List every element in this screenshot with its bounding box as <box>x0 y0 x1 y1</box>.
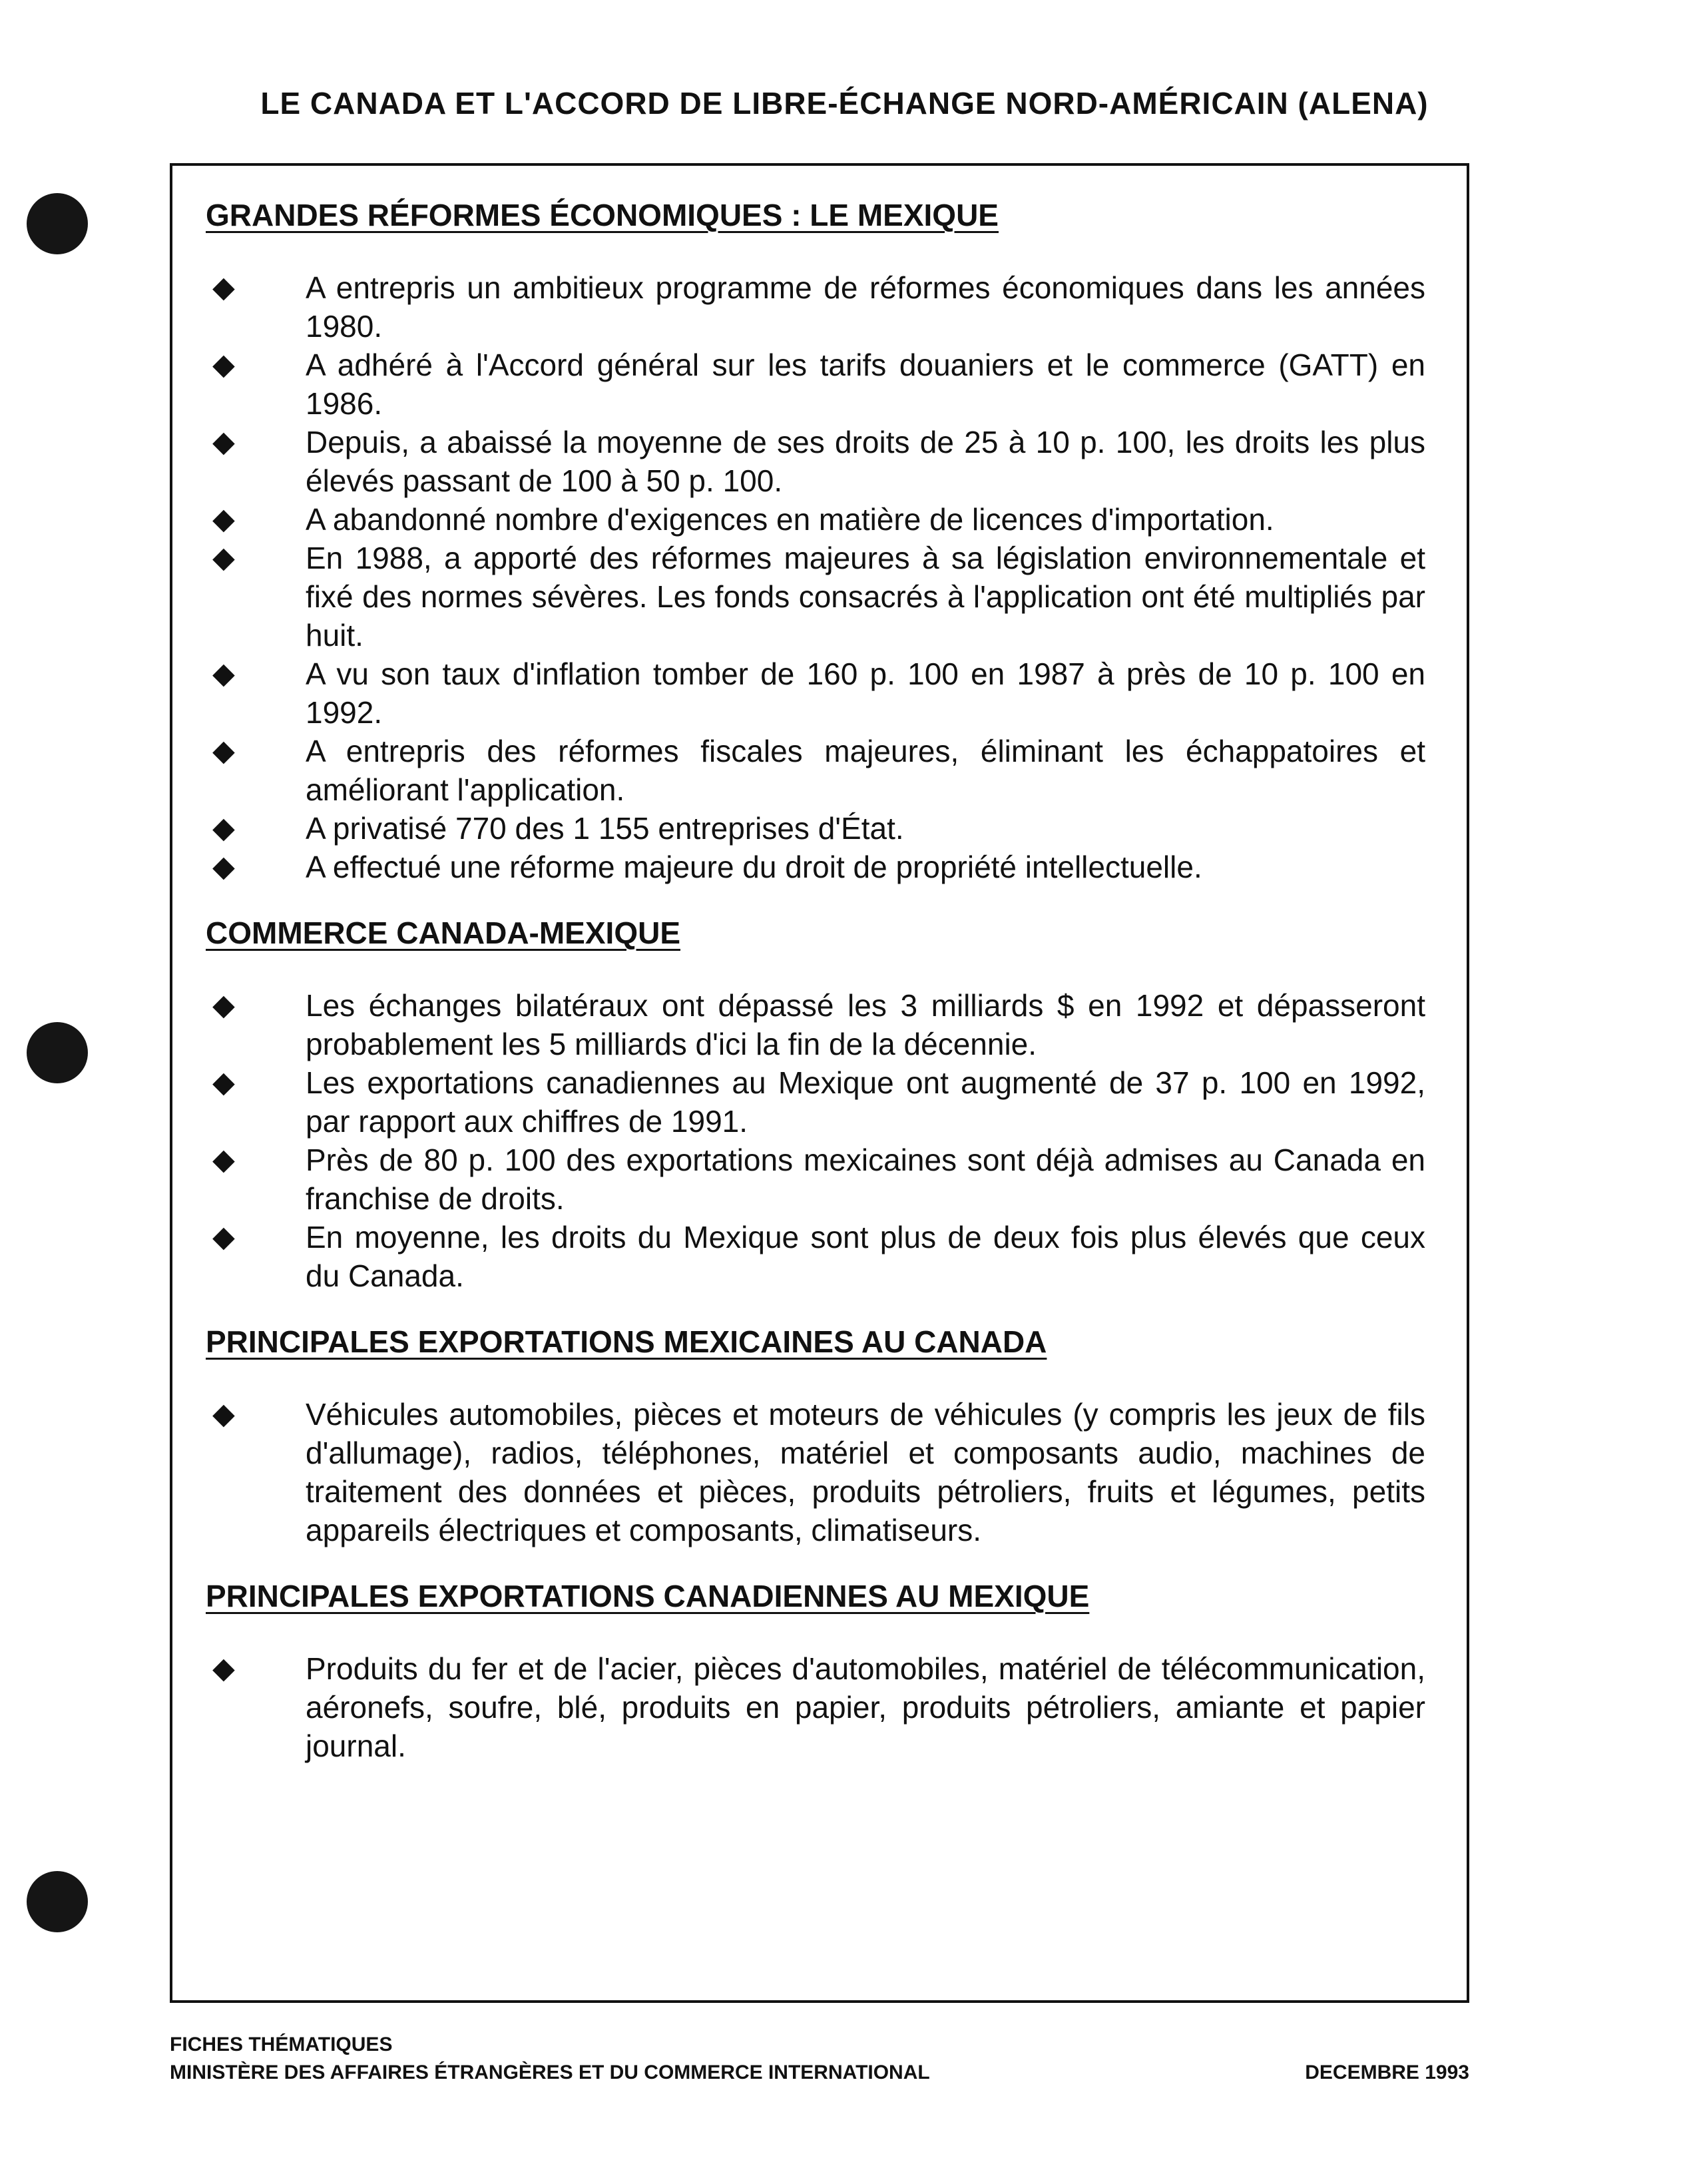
diamond-bullet-icon: ◆ <box>212 1398 235 1430</box>
diamond-bullet-icon: ◆ <box>212 1221 235 1253</box>
diamond-bullet-icon: ◆ <box>212 271 235 304</box>
diamond-bullet-icon: ◆ <box>212 541 235 574</box>
footer-date: DECEMBRE 1993 <box>1305 2061 1469 2083</box>
list-item <box>206 1395 1425 1549</box>
diamond-bullet-icon: ◆ <box>212 1143 235 1176</box>
list-item-text: A privatisé 770 des 1 155 entreprises d'État. <box>306 811 904 846</box>
section-exportations-mexicaines <box>206 1322 1425 1549</box>
list-item <box>206 500 1425 539</box>
list-item-text: Les exportations canadiennes au Mexique ont augmenté de 37 p. 100 en 1992, par rapport aux chiffres de 1991. <box>306 1065 1425 1139</box>
list-item-text: En 1988, a apporté des réformes majeures à sa législation environnementale et fixé des normes sévères. Les fonds consacrés à l'application ont été multipliés par huit. <box>306 541 1425 653</box>
diamond-bullet-icon: ◆ <box>212 1066 235 1099</box>
section-heading: PRINCIPALES EXPORTATIONS CANADIENNES AU MEXIQUE <box>206 1579 1090 1613</box>
content-box <box>170 163 1469 2003</box>
footer <box>170 2031 1469 2087</box>
punch-hole <box>27 1871 88 1932</box>
list-item <box>206 732 1425 809</box>
section-commerce <box>206 913 1425 1295</box>
section-heading: GRANDES RÉFORMES ÉCONOMIQUES : LE MEXIQUE <box>206 198 999 232</box>
bullet-list <box>206 1649 1425 1765</box>
list-item <box>206 1063 1425 1141</box>
section-heading: COMMERCE CANADA-MEXIQUE <box>206 916 680 950</box>
list-item <box>206 539 1425 655</box>
list-item-text: Les échanges bilatéraux ont dépassé les 3 milliards $ en 1992 et dépasseront probablement les 5 milliards d'ici la fin de la décennie. <box>306 988 1425 1061</box>
diamond-bullet-icon: ◆ <box>212 734 235 767</box>
list-item <box>206 423 1425 500</box>
list-item <box>206 1141 1425 1218</box>
footer-series: FICHES THÉMATIQUES <box>170 2034 393 2055</box>
list-item <box>206 346 1425 423</box>
bullet-list <box>206 268 1425 886</box>
list-item-text: En moyenne, les droits du Mexique sont plus de deux fois plus élevés que ceux du Canada. <box>306 1220 1425 1293</box>
list-item-text: Produits du fer et de l'acier, pièces d'automobiles, matériel de télécommunication, aéronefs, soufre, blé, produits en papier, produits pétroliers, amiante et papier journal. <box>306 1651 1425 1763</box>
diamond-bullet-icon: ◆ <box>212 503 235 535</box>
list-item-text: A entrepris un ambitieux programme de réformes économiques dans les années 1980. <box>306 270 1425 344</box>
diamond-bullet-icon: ◆ <box>212 657 235 690</box>
list-item <box>206 809 1425 848</box>
section-reformes <box>206 195 1425 886</box>
diamond-bullet-icon: ◆ <box>212 425 235 458</box>
diamond-bullet-icon: ◆ <box>212 1652 235 1685</box>
list-item <box>206 268 1425 346</box>
punch-hole <box>27 1022 88 1083</box>
bullet-list <box>206 1395 1425 1549</box>
diamond-bullet-icon: ◆ <box>212 989 235 1021</box>
list-item-text: A adhéré à l'Accord général sur les tarifs douaniers et le commerce (GATT) en 1986. <box>306 348 1425 421</box>
diamond-bullet-icon: ◆ <box>212 812 235 844</box>
list-item-text: A vu son taux d'inflation tomber de 160 p. 100 en 1987 à près de 10 p. 100 en 1992. <box>306 657 1425 730</box>
section-heading: PRINCIPALES EXPORTATIONS MEXICAINES AU CANADA <box>206 1324 1047 1359</box>
list-item <box>206 848 1425 886</box>
list-item <box>206 655 1425 732</box>
footer-ministry: MINISTÈRE DES AFFAIRES ÉTRANGÈRES ET DU COMMERCE INTERNATIONAL <box>170 2061 930 2083</box>
list-item-text: Depuis, a abaissé la moyenne de ses droits de 25 à 10 p. 100, les droits les plus élevés passant de 100 à 50 p. 100. <box>306 425 1425 498</box>
bullet-list <box>206 986 1425 1295</box>
section-exportations-canadiennes <box>206 1576 1425 1765</box>
list-item-text: Véhicules automobiles, pièces et moteurs de véhicules (y compris les jeux de fils d'allumage), radios, téléphones, matériel et composants audio, machines de traitement des données et pièces, produits pétroliers, fruits et légumes, petits appareils électriques et composants, climatiseurs. <box>306 1397 1425 1547</box>
punch-hole <box>27 193 88 254</box>
list-item-text: A entrepris des réformes fiscales majeures, éliminant les échappatoires et améliorant l'application. <box>306 734 1425 807</box>
list-item <box>206 986 1425 1063</box>
list-item <box>206 1218 1425 1295</box>
document-title: LE CANADA ET L'ACCORD DE LIBRE-ÉCHANGE NORD-AMÉRICAIN (ALENA) <box>260 86 1429 121</box>
list-item-text: Près de 80 p. 100 des exportations mexicaines sont déjà admises au Canada en franchise de droits. <box>306 1143 1425 1216</box>
diamond-bullet-icon: ◆ <box>212 850 235 883</box>
list-item-text: A effectué une réforme majeure du droit de propriété intellectuelle. <box>306 850 1202 884</box>
list-item <box>206 1649 1425 1765</box>
list-item-text: A abandonné nombre d'exigences en matière de licences d'importation. <box>306 502 1274 537</box>
diamond-bullet-icon: ◆ <box>212 348 235 381</box>
